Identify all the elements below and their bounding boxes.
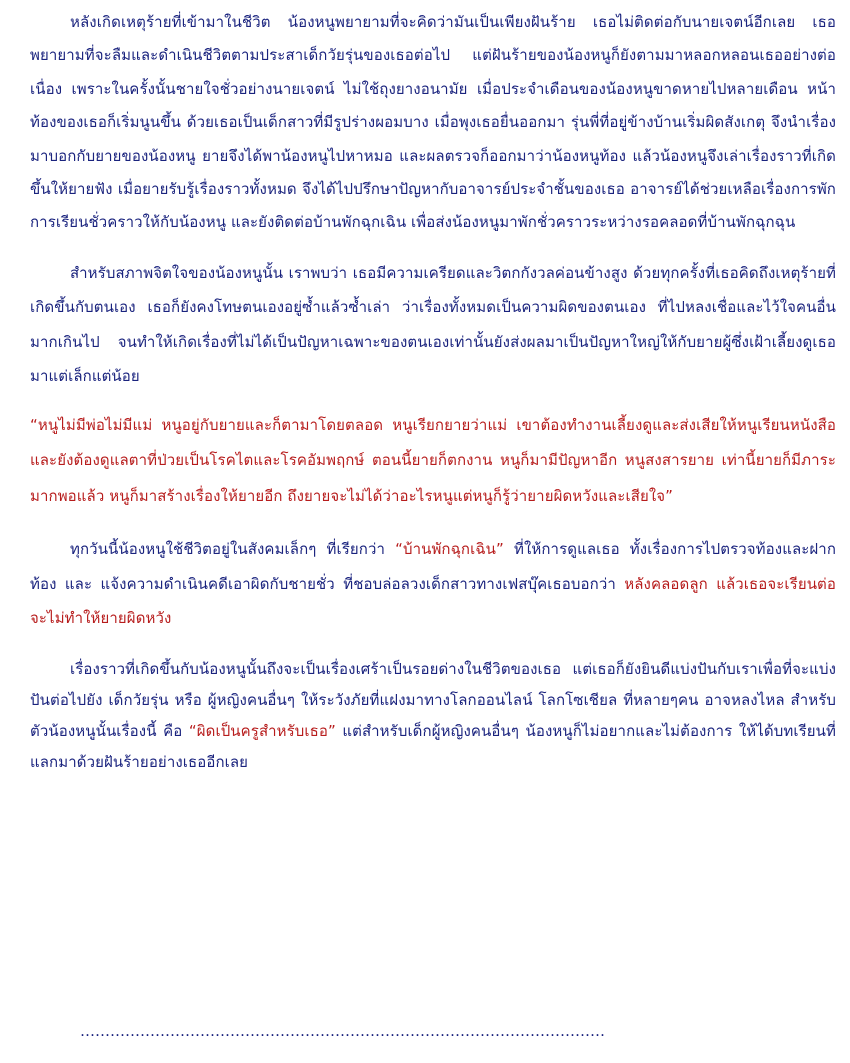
lesson-highlight: “ผิดเป็นครูสำหรับเธอ”: [188, 721, 336, 740]
paragraph-aftermath: หลังเกิดเหตุร้ายที่เข้ามาในชีวิต น้องหนูพยายามที่จะคิดว่ามันเป็นเพียงฝันร้าย เธอไม่ติดต่อกับนายเจตน์อีกเลย เธอพยายามที่จะลืมและดำเนินชีวิตตามประสาเด็กวัยรุ่นของเธอต่อไป แต่ฝันร้ายของน้องหนูก็ยังตามมาหลอกหลอนเธออย่างต่อเนื่อง เพราะในครั้งนั้นชายใจชั่วอย่างนายเจตน์ ไม่ใช้ถุงยางอนามัย เมื่อประจำเดือนของน้องหนูขาดหายไปหลายเดือน หน้าท้องของเธอก็เริ่มนูนขึ้น ด้วยเธอเป็นเด็กสาวที่มีรูปร่างผอมบาง เมื่อพุงเธอยื่นออกมา รุ่นพี่ที่อยู่ข้างบ้านเริ่มผิดสังเกตุ จึงนำเรื่องมาบอกกับยายของน้องหนู ยายจึงได้พาน้องหนูไปหาหมอ และผลตรวจก็ออกมาว่าน้องหนูท้อง แล้วน้องหนูจึงเล่าเรื่องราวที่เกิดขึ้นให้ยายฟัง เมื่อยายรับรู้เรื่องราวทั้งหมด จึงได้ไปปรึกษาปัญหากับอาจารย์ประจำชั้นของเธอ อาจารย์ได้ช่วยเหลือเรื่องการพักการเรียนชั่วคราวให้กับน้องหนู และยังติดต่อบ้านพักฉุกเฉิน เพื่อส่งน้องหนูมาพักชั่วคราวระหว่างรอคลอดที่บ้านพักฉุกฉุน: [30, 13, 836, 232]
paragraph-shelter-text-1: ทุกวันนี้น้องหนูใช้ชีวิตอยู่ในสังคมเล็กๆ ที่เรียกว่า: [70, 540, 396, 559]
paragraph-lesson-text-2: แต่สำหรับเด็กผู้หญิงคนอื่นๆ น้องหนูก็ไม่อยากและไม่ต้องการ ให้ได้บทเรียนที่แลกมาด้วยฝันร้ายอย่างเธออีกเลย: [30, 721, 836, 771]
paragraph-mental-state: สำหรับสภาพจิตใจของน้องหนูนั้น เราพบว่า เธอมีความเครียดและวิตกกังวลค่อนข้างสูง ด้วยทุกครั้งที่เธอคิดถึงเหตุร้ายที่เกิดขึ้นกับตนเอง เธอก็ยังคงโทษตนเองอยู่ซ้ำแล้วซ้ำเล่า ว่าเรื่องทั้งหมดเป็นความผิดของตนเอง ที่ไปหลงเชื่อและไว้ใจคนอื่นมากเกินไป จนทำให้เกิดเรื่องที่ไม่ได้เป็นปัญหาเฉพาะของตนเองเท่านั้นยังส่งผลมาเป็นปัญหาใหญ่ให้กับยายผู้ซึ่งเฝ้าเลี้ยงดูเธอมาแต่เล็กแต่น้อย: [30, 263, 836, 386]
dotted-separator: ……………………………………………………………………………………………: [80, 1022, 605, 1040]
paragraph-lesson-text-1: เรื่องราวที่เกิดขึ้นกับน้องหนูนั้นถึงจะเป็นเรื่องเศร้าเป็นรอยด่างในชีวิตของเธอ แต่เธอก็ยังยินดีแบ่งปันกับเราเพื่อที่จะแบ่งปันต่อไปยัง เด็กวัยรุ่น หรือ ผู้หญิงคนอื่นๆ ให้ระวังภัยที่แฝงมาทางโลกออนไลน์ โลกโซเชียล ที่หลายๆคน อาจหลงไหล สำหรับตัวน้องหนูนั้นเรื่องนี้ คือ: [30, 659, 836, 740]
quote-nong-nu: “หนูไม่มีพ่อไม่มีแม่ หนูอยู่กับยายและก็ตามาโดยตลอด หนูเรียกยายว่าแม่ เขาต้องทำงานเลี้ยงดูและส่งเสียให้หนูเรียนหนังสือ และยังต้องดูแลตาที่ป่วยเป็นโรคไตและโรคอัมพฤกษ์ ตอนนี้ยายก็ตกงาน หนูก็มามีปัญหาอีก หนูสงสารยาย เท่านี้ยายก็มีภาระมากพอแล้ว หนูก็มาสร้างเรื่องให้ยายอีก ถึงยายจะไม่ได้ว่าอะไรหนูแต่หนูก็รู้ว่ายายผิดหวังและเสียใจ”: [30, 415, 836, 505]
shelter-name-highlight: “บ้านพักฉุกเฉิน”: [395, 540, 504, 559]
paragraph-shelter-life: [30, 532, 836, 636]
document-page: [30, 0, 836, 1063]
paragraph-lesson: [30, 654, 836, 778]
promise-highlight: หลังคลอดลูก แล้วเธอจะเรียนต่อ จะไม่ทำให้ยายผิดหวัง: [30, 574, 837, 628]
paragraph-shelter-text-2: ที่ให้การดูแลเธอ ทั้งเรื่องการไปตรวจท้องและฝากท้อง และ แจ้งความดำเนินคดีเอาผิดกับชายชั่ว ที่ชอบล่อลวงเด็กสาวทางเฟสบุ๊คเธอบอกว่า: [30, 540, 837, 593]
